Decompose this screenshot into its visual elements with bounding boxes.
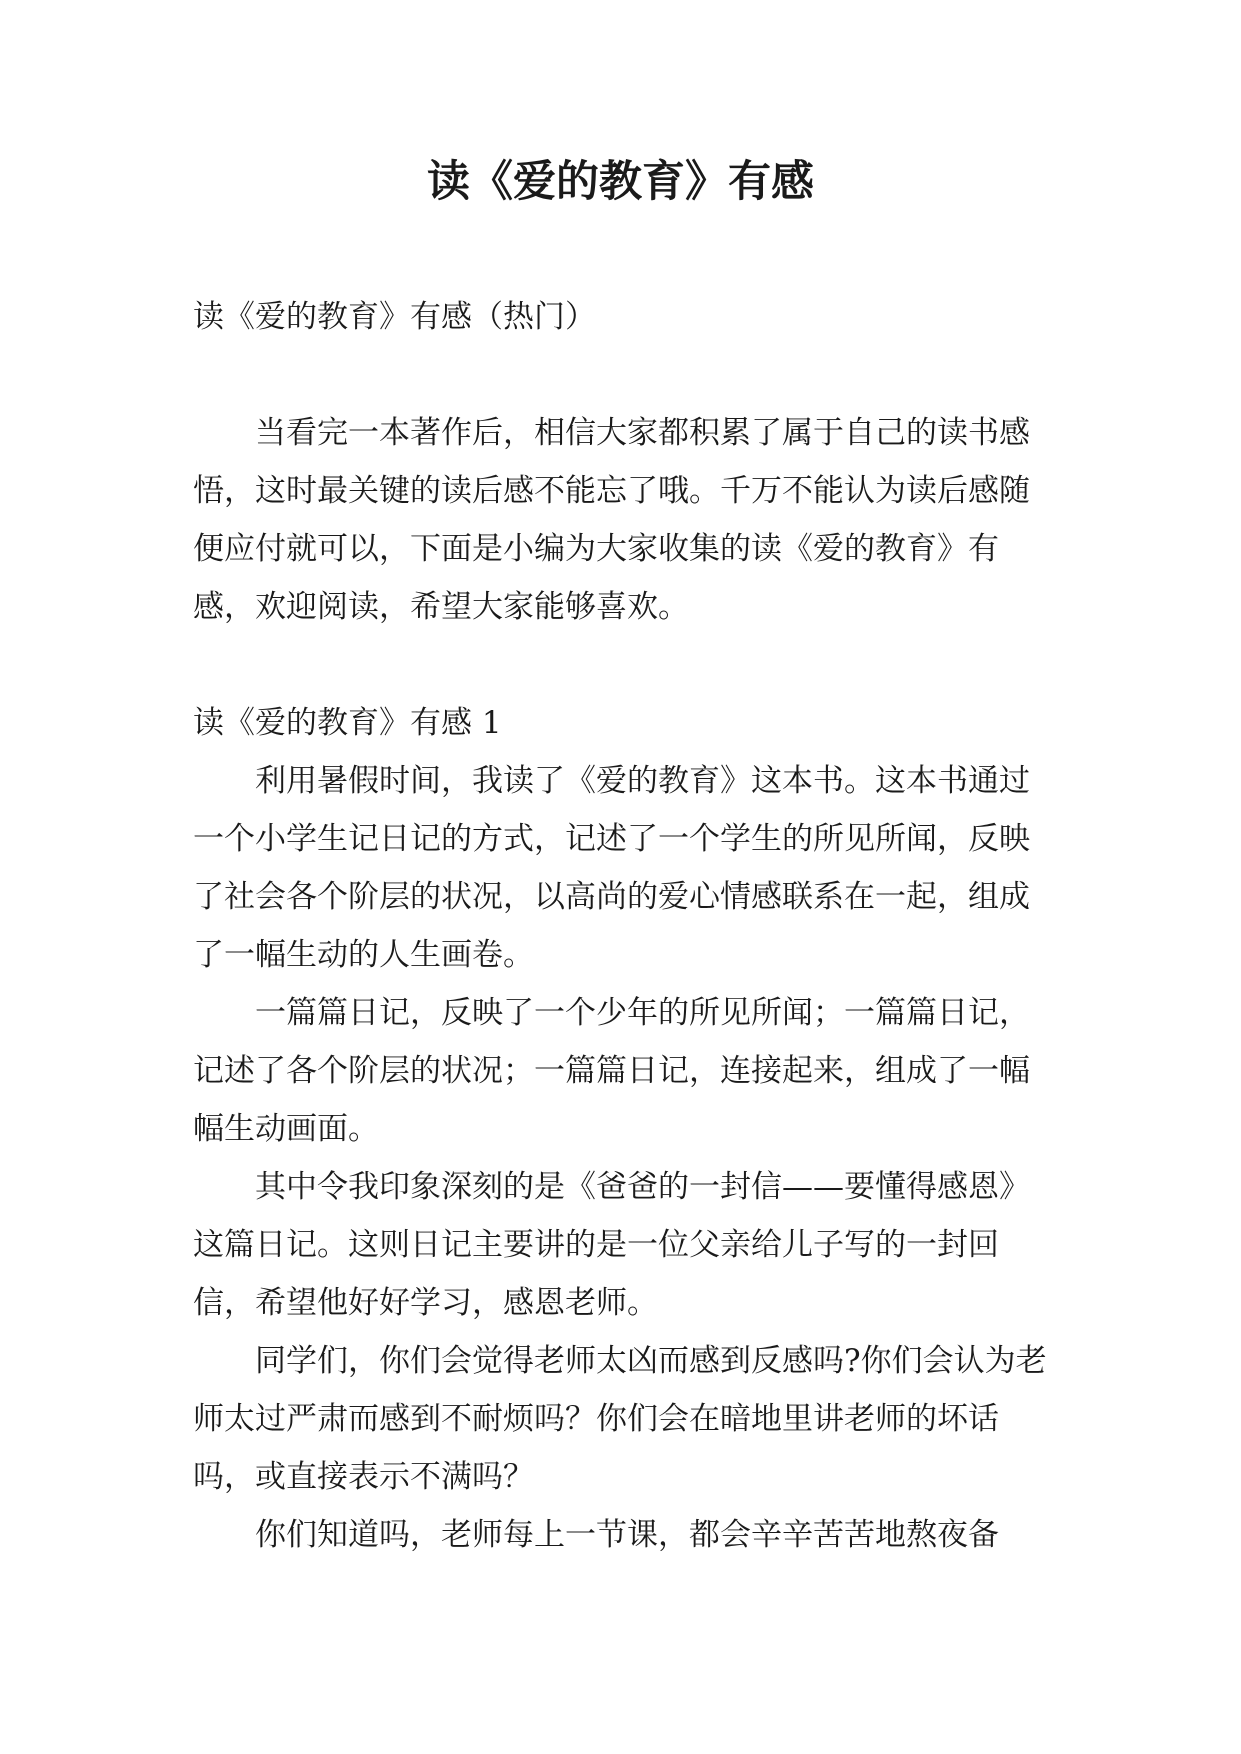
body-paragraph: 一篇篇日记，反映了一个少年的所见所闻；一篇篇日记，记述了各个阶层的状况；一篇篇日记，连接起来，组成了一幅幅生动画面。 — [193, 995, 1030, 1147]
spacer — [193, 346, 1053, 404]
body-paragraph: 利用暑假时间，我读了《爱的教育》这本书。这本书通过一个小学生记日记的方式，记述了一个学生的所见所闻，反映了社会各个阶层的状况，以高尚的爱心情感联系在一起，组成了一幅生动的人生画卷。 — [193, 763, 1030, 973]
spacer — [193, 636, 1053, 694]
intro-paragraph: 当看完一本著作后，相信大家都积累了属于自己的读书感悟，这时最关键的读后感不能忘了哦。千万不能认为读后感随便应付就可以，下面是小编为大家收集的读《爱的教育》有感，欢迎阅读，希望大家能够喜欢。 — [193, 415, 1030, 625]
document-title: 读《爱的教育》有感 — [427, 157, 814, 207]
body-paragraph: 你们知道吗，老师每上一节课，都会辛辛苦苦地熬夜备 — [255, 1517, 999, 1553]
body-paragraph: 同学们，你们会觉得老师太凶而感到反感吗?你们会认为老师太过严肃而感到不耐烦吗？你们会在暗地里讲老师的坏话吗，或直接表示不满吗？ — [193, 1343, 1047, 1495]
body-paragraph: 其中令我印象深刻的是《爸爸的一封信——要懂得感恩》这篇日记。这则日记主要讲的是一位父亲给儿子写的一封回信，希望他好好学习，感恩老师。 — [193, 1169, 1030, 1321]
section-heading: 读《爱的教育》有感 1 — [193, 705, 502, 741]
document-subtitle: 读《爱的教育》有感（热门） — [193, 299, 596, 335]
document-body — [193, 288, 1053, 1564]
